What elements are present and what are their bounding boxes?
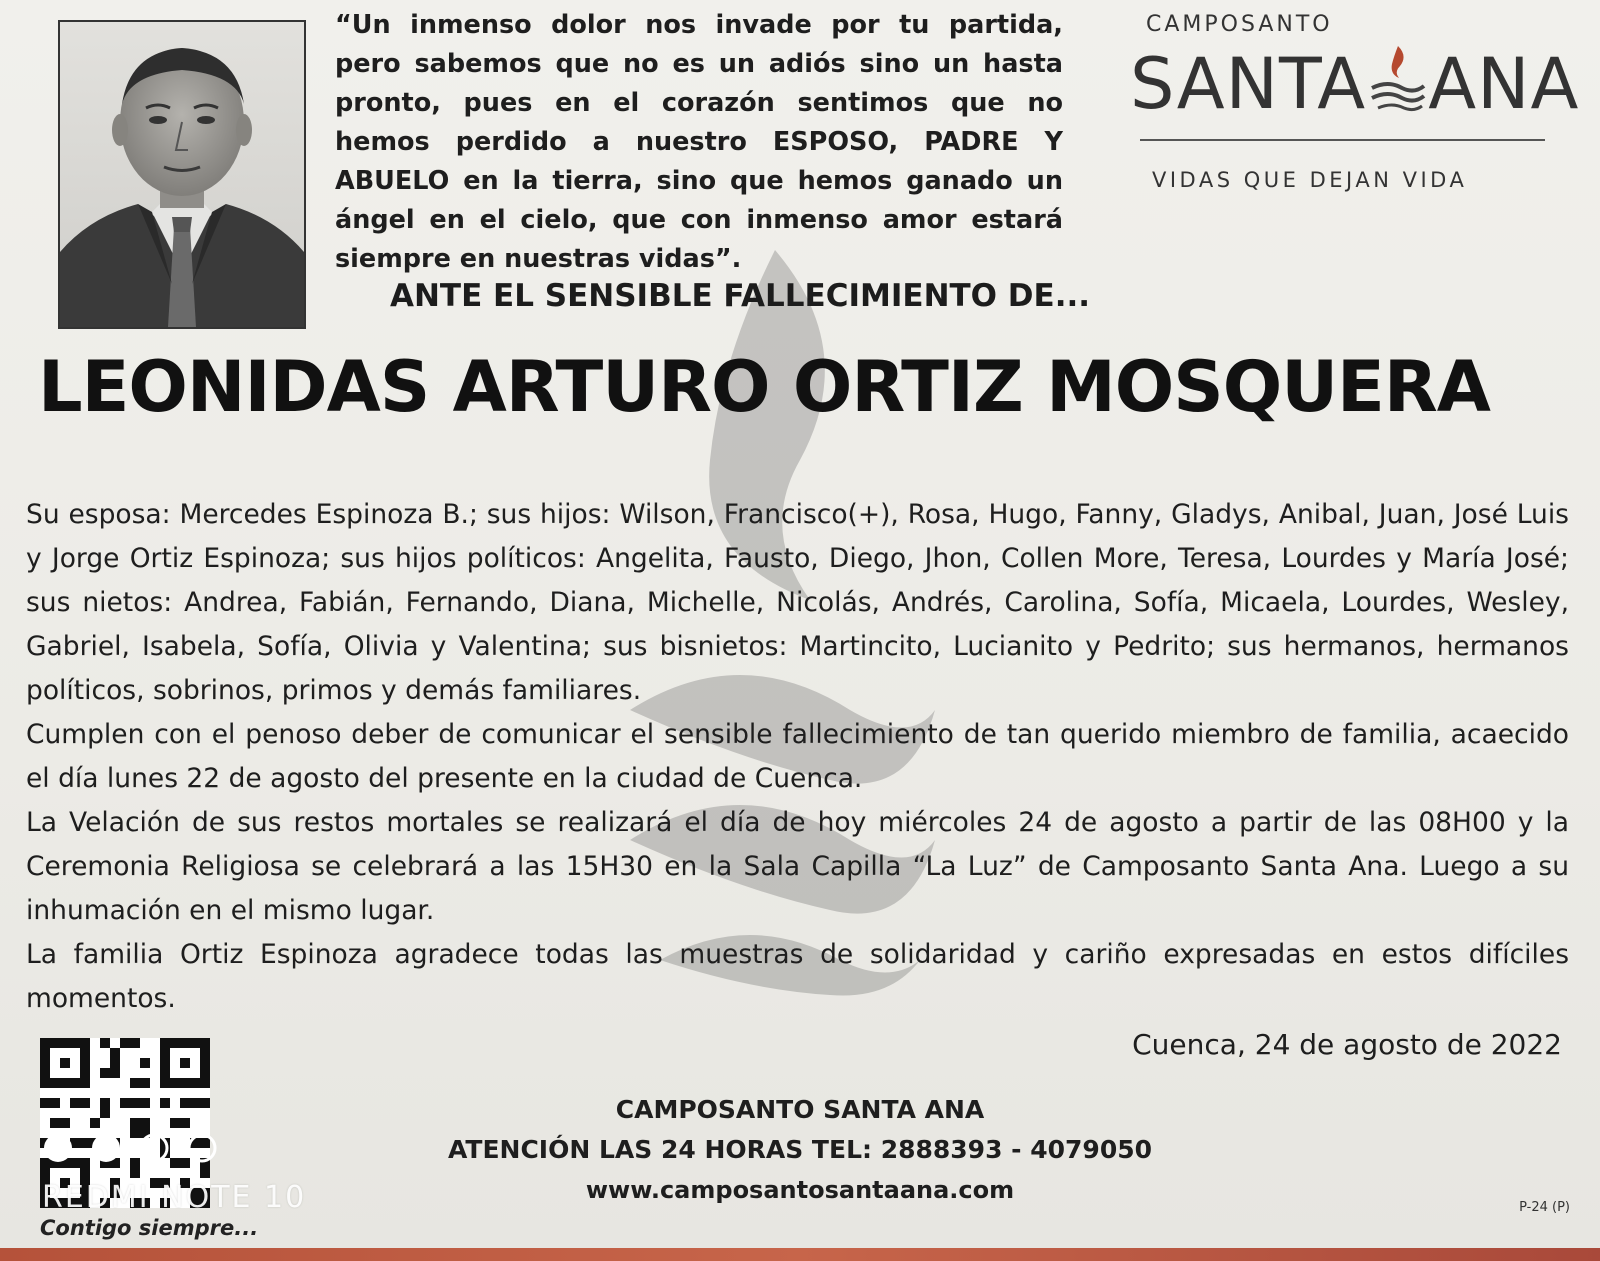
family-paragraph: Su esposa: Mercedes Espinoza B.; sus hijos: Wilson, Francisco(+), Rosa, Hugo, Fanny, Gladys, Anibal, Juan, José Luis y Jorge Ortiz Espinoza; sus hijos políticos: Angelita, Fausto, Diego, Jhon, Collen More, Teresa, Lourdes y María José; sus nietos: Andrea, Fabián, Fernando, Diana, Michelle, Nicolás, Andrés, Carolina, Sofía, Micaela, Lourdes, Wesley, Gabriel, Isabela, Sofía, Olivia y Valentina; sus bisnietos: Martincito, Lucianito y Pedrito; sus hermanos, hermanos políticos, sobrinos, primos y demás familiares. xyxy=(26,499,1569,706)
slogan: Contigo siempre... xyxy=(40,1216,259,1240)
announcement-heading: ANTE EL SENSIBLE FALLECIMIENTO DE... xyxy=(390,278,1091,314)
logo-tagline: VIDAS QUE DEJAN VIDA xyxy=(1152,168,1468,192)
camera-model-text: REDMI NOTE 10 xyxy=(42,1180,307,1215)
camposanto-santa-ana-logo xyxy=(1130,6,1580,196)
ceremony-paragraph: La Velación de sus restos mortales se realizará el día de hoy miércoles 24 de agosto a partir de las 08H00 y la Ceremonia Religiosa se celebrará a las 15H30 en la Sala Capilla “La Luz” de Camposanto Santa Ana. Luego a su inhumación en el mismo lugar. xyxy=(26,807,1569,926)
bottom-edge-strip xyxy=(0,1248,1600,1261)
logo-main-text xyxy=(1130,42,1579,125)
footer-phone: ATENCIÓN LAS 24 HORAS TEL: 2888393 - 4079050 xyxy=(447,1135,1153,1164)
date-line: Cuenca, 24 de agosto de 2022 xyxy=(1132,1028,1562,1061)
logo-word-left: SANTA xyxy=(1130,43,1367,125)
thanks-paragraph: La familia Ortiz Espinoza agradece todas las muestras de solidaridad y cariño expresadas en estos difíciles momentos. xyxy=(26,939,1569,1014)
flame-icon xyxy=(1368,42,1426,112)
logo-divider xyxy=(1140,139,1545,141)
logo-word-right: ANA xyxy=(1428,43,1580,125)
footer-website: www.camposantosantaana.com xyxy=(585,1176,1015,1204)
portrait-photo xyxy=(58,20,306,329)
camera-dots-icon xyxy=(42,1130,242,1166)
logo-top-text: CAMPOSANTO xyxy=(1146,12,1333,37)
page-code: P-24 (P) xyxy=(1519,1200,1570,1215)
deceased-name: LEONIDAS ARTURO ORTIZ MOSQUERA xyxy=(38,346,1490,428)
obituary-body xyxy=(26,493,1569,1021)
announcement-paragraph: Cumplen con el penoso deber de comunicar el sensible fallecimiento de tan querido miembro de familia, acaecido el día lunes 22 de agosto del presente en la ciudad de Cuenca. xyxy=(26,719,1569,794)
footer-org: CAMPOSANTO SANTA ANA xyxy=(615,1095,985,1124)
camera-watermark xyxy=(42,1130,342,1220)
memorial-quote: “Un inmenso dolor nos invade por tu partida, pero sabemos que no es un adiós sino un hasta pronto, pues en el corazón sentimos que no hemos perdido a nuestro ESPOSO, PADRE Y ABUELO en la tierra, sino que hemos ganado un ángel en el cielo, que con inmenso amor estará siempre en nuestras vidas”. xyxy=(335,10,1063,274)
footer-contact xyxy=(400,1090,1200,1210)
